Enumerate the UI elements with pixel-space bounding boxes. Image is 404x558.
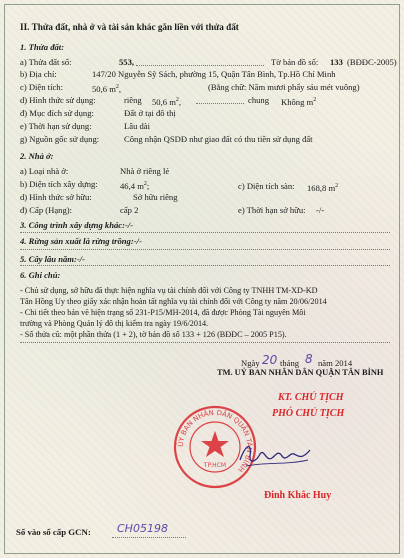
purpose-value: Đất ở tại đô thị	[124, 108, 176, 118]
grade-value: cấp 2	[120, 205, 139, 215]
floor-area-label: c) Diện tích sàn:	[238, 181, 295, 191]
date-prefix: Ngày	[241, 358, 260, 368]
forest-title: 4. Rừng sản xuất là rừng trồng:-/-	[20, 236, 142, 246]
date-month: 8	[305, 352, 313, 366]
seal-ring-text: ỦY BAN NHÂN DÂN QUẬN TÂN BÌNH	[176, 408, 254, 474]
land-area-words: (Bằng chữ: Năm mươi phẩy sáu mét vuông)	[208, 82, 360, 92]
term-label: e) Thời hạn sử dụng:	[20, 121, 92, 131]
leader-line	[112, 537, 186, 538]
registry-number: CH05198	[117, 522, 168, 535]
section-heading: II. Thửa đất, nhà ở và tài sản khác gắn liền với thửa đất	[20, 22, 239, 32]
grade-label: đ) Cấp (Hạng):	[20, 205, 73, 215]
perennial-trees-title: 5. Cây lâu năm:-/-	[20, 254, 85, 264]
land-area-label: c) Diện tích:	[20, 82, 63, 92]
other-construction-title: 3. Công trình xây dựng khác:-/-	[20, 220, 134, 230]
land-section-title: 1. Thửa đất:	[20, 42, 65, 52]
role-line-1: KT. CHỦ TỊCH	[278, 392, 344, 403]
purpose-label: đ) Mục đích sử dụng:	[20, 108, 94, 118]
usage-form-label: d) Hình thức sử dụng:	[20, 95, 96, 105]
note-line: trường và Phòng Quản lý đô thị kiểm tra ngày 19/6/2014.	[20, 319, 209, 328]
floor-area-value: 168,8 $m^2$	[307, 182, 339, 193]
note-line: Tân Hồng Uy theo giấy xác nhận hoàn tất nghĩa vụ tài chính đối với Công ty năm 20/06/2014	[20, 297, 327, 306]
land-number-value: 553,	[119, 57, 135, 67]
signature-scribble	[236, 438, 316, 472]
build-area-value: 46,4 $m^2$;	[120, 180, 150, 191]
usage-common-label: chung	[248, 95, 270, 105]
leader-line	[136, 65, 264, 66]
land-number-label: a) Thửa đất số:	[20, 57, 72, 67]
ownership-label: d) Hình thức sở hữu:	[20, 192, 92, 202]
date-day: 20	[262, 353, 278, 367]
map-sheet-note: (BĐĐC-2005)	[347, 57, 397, 67]
ownership-value: Sở hữu riêng	[133, 192, 178, 202]
address-label: b) Địa chỉ:	[20, 69, 57, 79]
house-type-label: a) Loại nhà ở:	[20, 166, 69, 176]
origin-label: g) Nguồn gốc sử dụng:	[20, 134, 100, 144]
seal-star-icon	[201, 431, 229, 457]
usage-common-value: Không $m^2$	[281, 96, 317, 107]
leader-line	[20, 249, 390, 250]
term-value: Lâu dài	[124, 121, 151, 131]
date-month-label: tháng	[280, 358, 300, 368]
ownership-term-label: e) Thời hạn sở hữu:	[238, 205, 306, 215]
date-year: năm 2014	[318, 358, 353, 368]
map-sheet-label: Tờ bản đồ số:	[271, 57, 319, 67]
note-line: - Chi tiết theo bản vẽ hiện trạng số 231-P15/MH-2014, đã được Phòng Tài nguyên Môi	[20, 308, 306, 317]
note-line: - Số thửa cũ: một phần thửa (1 + 2), tờ bản đồ số 133 + 126 (BĐĐC – 2005 P15).	[20, 330, 287, 339]
role-line-2: PHÓ CHỦ TỊCH	[272, 408, 345, 419]
leader-line	[20, 232, 390, 233]
origin-value: Công nhận QSDĐ như giao đất có thu tiền sử dụng đất	[124, 134, 313, 144]
seal-inner-text: TP.HCM	[203, 462, 227, 469]
registry-label: Số vào sổ cấp GCN:	[16, 527, 91, 537]
house-type-value: Nhà ở riêng lẻ	[120, 166, 170, 176]
usage-private-value: 50,6 $m^2$,	[152, 96, 182, 107]
leader-line	[196, 103, 244, 104]
issuing-authority: TM. UỶ BAN NHÂN DÂN QUẬN TÂN BÌNH	[217, 368, 384, 377]
usage-private-label: riêng	[124, 95, 142, 105]
address-value: 147/20 Nguyễn Sỹ Sách, phường 15, Quận Tân Bình, Tp.Hồ Chí Minh	[92, 69, 336, 79]
map-sheet-value: 133	[330, 57, 343, 67]
ownership-term-value: -/-	[316, 205, 325, 215]
leader-line	[20, 342, 390, 343]
note-line: - Chủ sử dụng, sở hữu đã thực hiện nghĩa vụ tài chính đối với Công ty TNHH TM-XD-KD	[20, 286, 318, 295]
signer-name: Đinh Khắc Huy	[264, 490, 332, 501]
notes-title: 6. Ghi chú:	[20, 270, 61, 280]
land-area-value: 50,6 $m^2$,	[92, 83, 122, 94]
build-area-label: b) Diện tích xây dựng:	[20, 179, 98, 189]
leader-line	[20, 265, 390, 266]
house-section-title: 2. Nhà ở:	[20, 151, 54, 161]
